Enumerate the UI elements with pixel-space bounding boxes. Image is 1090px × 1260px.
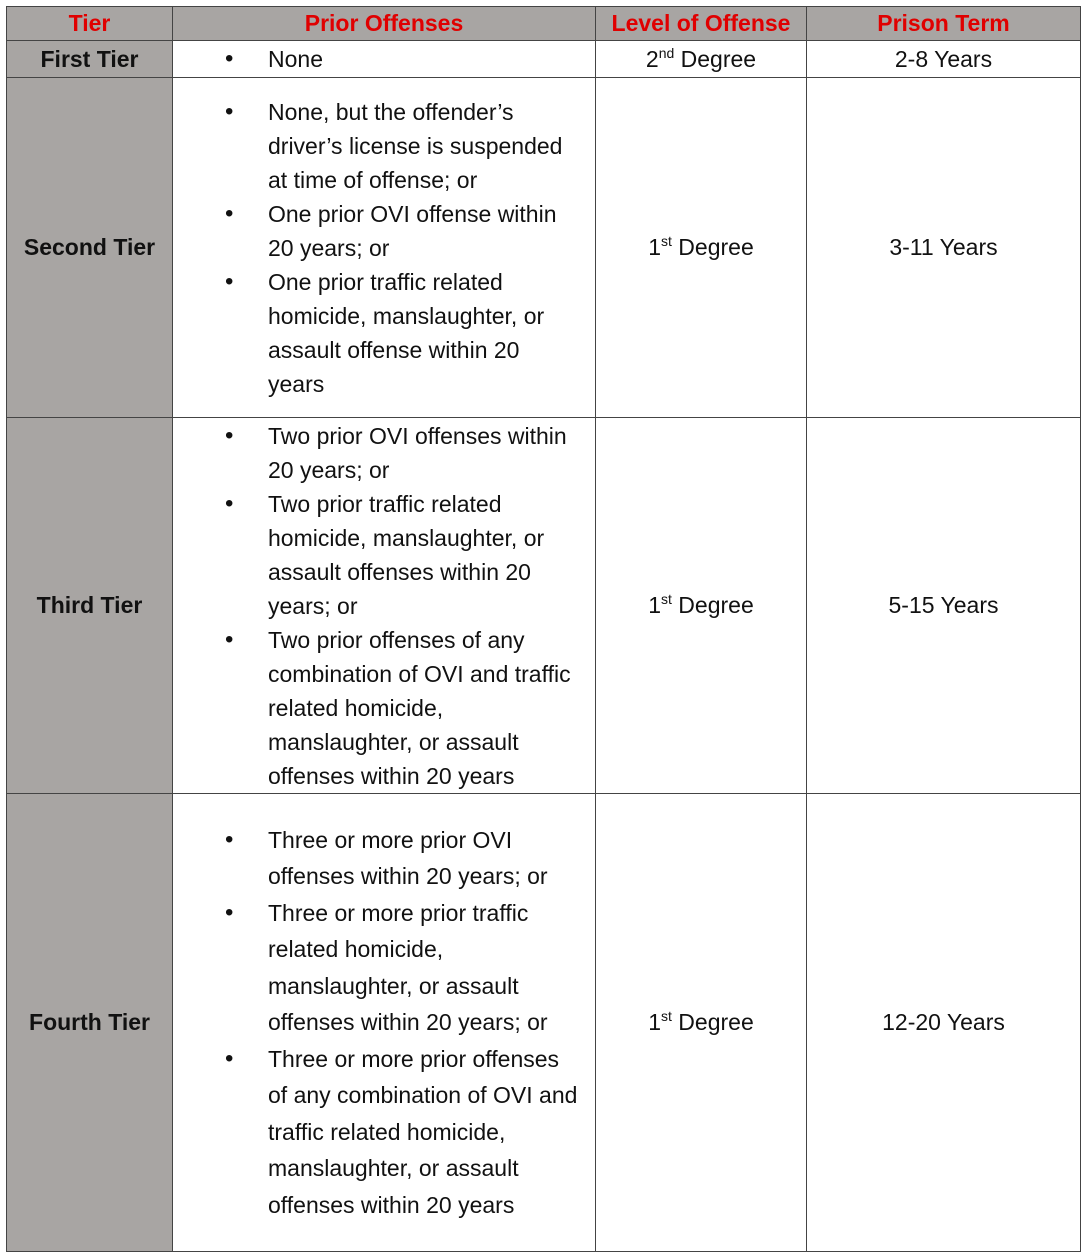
prison-term-cell: 3-11 Years <box>807 78 1081 418</box>
degree-cell <box>596 41 807 78</box>
degree-number: 1 <box>648 1009 662 1035</box>
list-item: • One prior OVI offense within 20 years; or <box>173 197 595 265</box>
degree-number: 1 <box>648 592 662 618</box>
list-item: • None, but the offender’s driver’s license is suspended at time of offense; or <box>173 95 595 197</box>
list-item: • Three or more prior offenses of any combination of OVI and traffic related homicide, manslaughter, or assault offenses within 20 years <box>173 1041 595 1224</box>
list-item: • Three or more prior traffic related homicide, manslaughter, or assault offenses within 20 years; or <box>173 895 595 1041</box>
list-item: • Two prior traffic related homicide, manslaughter, or assault offenses within 20 years; or <box>173 487 595 623</box>
offense-list <box>173 419 595 793</box>
degree-number: 1 <box>648 234 662 260</box>
prior-offenses-cell <box>173 794 596 1252</box>
table-row <box>7 78 1081 418</box>
tier-table <box>6 6 1081 1252</box>
offense-list <box>173 822 595 1224</box>
prior-offenses-cell <box>173 418 596 794</box>
degree-cell <box>596 794 807 1252</box>
prison-term-cell: 2-8 Years <box>807 41 1081 78</box>
prior-offenses-cell <box>173 78 596 418</box>
tier-cell: Fourth Tier <box>7 794 173 1252</box>
degree-label: Degree <box>671 592 754 618</box>
prison-term-cell: 5-15 Years <box>807 418 1081 794</box>
list-item: • Two prior offenses of any combination of OVI and traffic related homicide, manslaughter, or assault offenses within 20 years <box>173 623 595 793</box>
degree-suffix: st <box>661 1008 672 1024</box>
degree-label: Degree <box>674 45 757 72</box>
degree-suffix: st <box>661 233 672 249</box>
degree-label: Degree <box>671 1009 754 1035</box>
degree-cell <box>596 418 807 794</box>
tier-cell: Third Tier <box>7 418 173 794</box>
header-prior-offenses: Prior Offenses <box>173 7 596 41</box>
prison-term-cell: 12-20 Years <box>807 794 1081 1252</box>
header-level-of-offense: Level of Offense <box>596 7 807 41</box>
degree-suffix: st <box>661 591 672 607</box>
degree-number: 2 <box>645 45 659 72</box>
degree-cell <box>596 78 807 418</box>
table-row <box>7 41 1081 78</box>
tier-cell: Second Tier <box>7 78 173 418</box>
offense-list <box>173 95 595 401</box>
list-item: • Three or more prior OVI offenses within 20 years; or <box>173 822 595 895</box>
header-prison-term: Prison Term <box>807 7 1081 41</box>
list-item: • None <box>173 41 595 77</box>
header-row <box>7 7 1081 41</box>
header-tier: Tier <box>7 7 173 41</box>
table-row <box>7 794 1081 1252</box>
tier-cell: First Tier <box>7 41 173 78</box>
list-item: • Two prior OVI offenses within 20 years; or <box>173 419 595 487</box>
table-row <box>7 418 1081 794</box>
degree-suffix: nd <box>658 44 675 61</box>
degree-label: Degree <box>671 234 754 260</box>
prior-offenses-cell <box>173 41 596 78</box>
offense-list <box>173 41 595 77</box>
list-item: • One prior traffic related homicide, manslaughter, or assault offense within 20 years <box>173 265 595 401</box>
